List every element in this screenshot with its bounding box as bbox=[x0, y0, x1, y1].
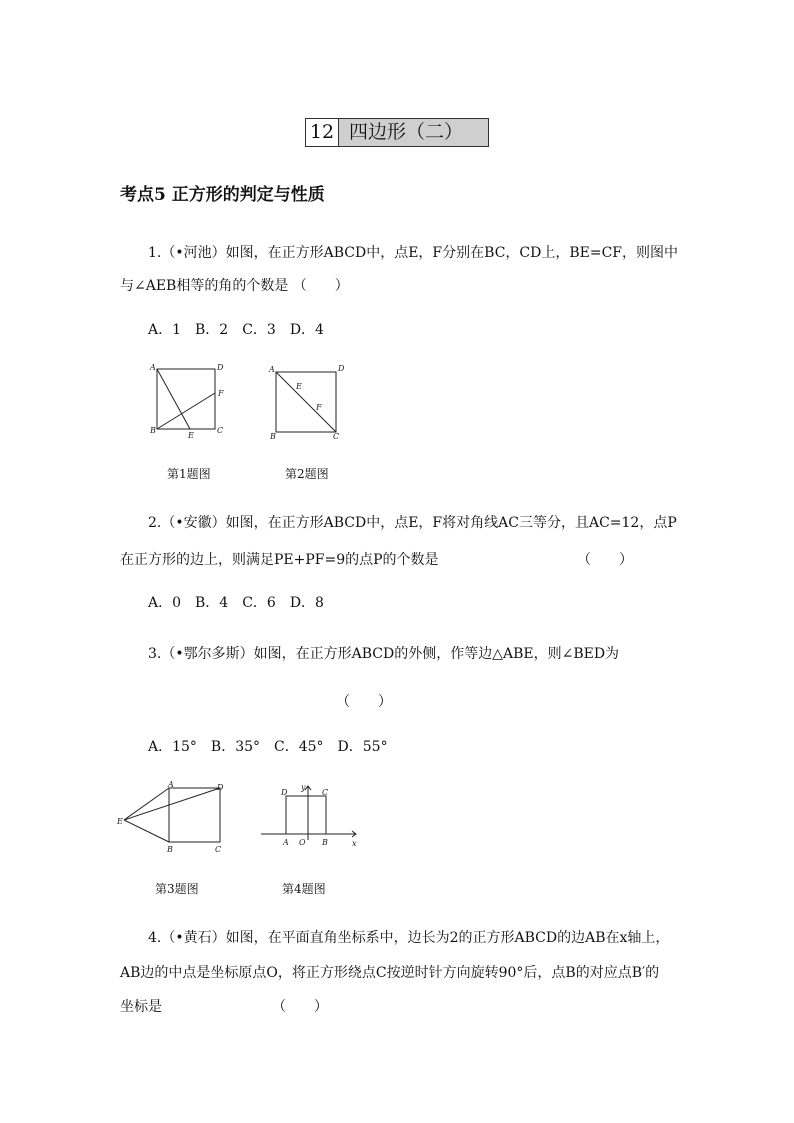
fig1-line-bf bbox=[157, 393, 215, 429]
q2-line2: 在正方形的边上，则满足PE+PF=9的点P的个数是 bbox=[120, 552, 439, 568]
fig1-label-d: D bbox=[217, 363, 224, 372]
figure-3 bbox=[114, 778, 234, 858]
fig1-label-a: A bbox=[150, 363, 156, 372]
fig2-label-c: C bbox=[333, 432, 340, 441]
figure-2 bbox=[262, 360, 352, 445]
figure-1 bbox=[140, 360, 240, 445]
section-heading: 考点5 正方形的判定与性质 bbox=[120, 185, 325, 205]
fig1-label-c: C bbox=[217, 426, 224, 435]
fig4-label-a: A bbox=[283, 838, 289, 847]
q2-line1: 2.（•安徽）如图，在正方形ABCD中，点E，F将对角线AC三等分，且AC=12，点P bbox=[148, 515, 677, 531]
fig1-line-ae bbox=[157, 369, 190, 429]
fig3-label-d: D bbox=[217, 783, 224, 792]
q3-options: A．15° B．35° C．45° D．55° bbox=[148, 739, 388, 755]
q1-line2: 与∠AEB相等的角的个数是 （ ） bbox=[120, 278, 349, 294]
q2-options: A．0 B．4 C．6 D．8 bbox=[148, 595, 324, 611]
fig3-line-ed bbox=[124, 788, 220, 820]
q4-line2: AB边的中点是坐标原点O，将正方形绕点C按逆时针方向旋转90°后，点B的对应点B′的 bbox=[120, 965, 660, 981]
fig4-caption: 第4题图 bbox=[282, 882, 326, 896]
fig2-label-b: B bbox=[270, 432, 276, 441]
fig4-square bbox=[286, 796, 326, 834]
fig3-label-b: B bbox=[167, 845, 173, 854]
q4-line3: 坐标是 bbox=[120, 999, 162, 1015]
fig1-label-f: F bbox=[218, 389, 224, 398]
fig4-label-y: y bbox=[301, 783, 306, 792]
fig2-caption: 第2题图 bbox=[285, 467, 329, 481]
fig1-square bbox=[157, 369, 215, 429]
chapter-title-box bbox=[305, 118, 489, 147]
chapter-title: 四边形（二） bbox=[339, 119, 488, 146]
chapter-number: 12 bbox=[306, 119, 339, 146]
fig4-label-o: O bbox=[299, 838, 306, 847]
fig4-label-d: D bbox=[281, 788, 288, 797]
fig2-label-d: D bbox=[338, 364, 345, 373]
q2-answer-paren: （ ） bbox=[577, 552, 633, 568]
fig3-label-c: C bbox=[215, 845, 222, 854]
fig2-diagonal-ac bbox=[276, 372, 336, 432]
q3-answer-paren: （ ） bbox=[336, 694, 392, 710]
fig2-label-f: F bbox=[316, 403, 322, 412]
q4-line1: 4.（•黄石）如图，在平面直角坐标系中，边长为2的正方形ABCD的边AB在x轴上， bbox=[148, 930, 670, 946]
fig2-label-a: A bbox=[269, 365, 275, 374]
fig3-line-eb bbox=[124, 820, 169, 842]
fig1-label-e: E bbox=[188, 431, 194, 440]
fig3-line-ea bbox=[124, 788, 169, 820]
q3-line1: 3.（•鄂尔多斯）如图，在正方形ABCD的外侧，作等边△ABE，则∠BED为 bbox=[148, 646, 620, 662]
fig4-label-x: x bbox=[352, 839, 357, 848]
fig3-label-a: A bbox=[168, 780, 174, 789]
fig1-caption: 第1题图 bbox=[167, 467, 211, 481]
q1-line1: 1.（•河池）如图，在正方形ABCD中，点E，F分别在BC，CD上，BE=CF，则图中 bbox=[148, 245, 679, 261]
q1-options: A．1 B．2 C．3 D．4 bbox=[148, 322, 324, 338]
figure-4 bbox=[258, 780, 366, 850]
fig3-caption: 第3题图 bbox=[155, 882, 199, 896]
fig4-label-b: B bbox=[322, 838, 328, 847]
fig4-label-c: C bbox=[322, 788, 329, 797]
fig3-label-e: E bbox=[117, 817, 123, 826]
fig2-label-e: E bbox=[296, 382, 302, 391]
fig1-label-b: B bbox=[150, 426, 156, 435]
q4-answer-paren: （ ） bbox=[272, 999, 328, 1015]
